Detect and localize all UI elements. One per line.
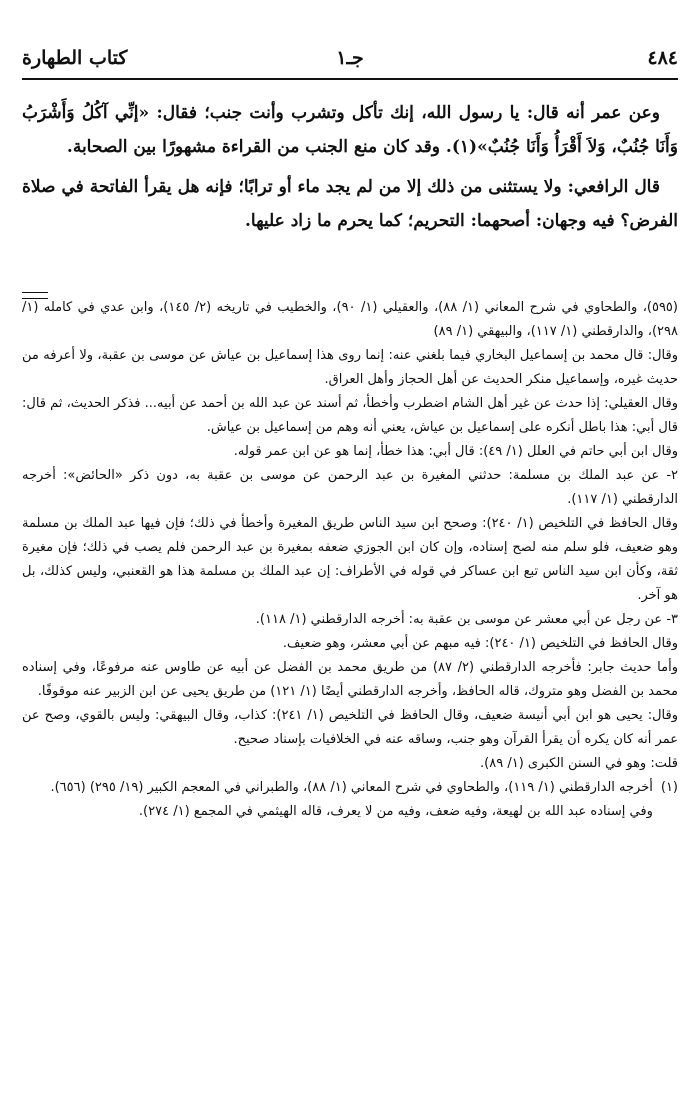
note-paragraph: وقال ابن أبي حاتم في العلل (١/ ٤٩): قال أبي: هذا خطأ، إنما هو عن ابن عمر قوله.	[233, 444, 678, 459]
note-paragraph: وقال: قال محمد بن إسماعيل البخاري فيما بلغني عنه: إنما روى هذا إسماعيل بن عياش عن موسى بن عقبة، ولا أعرفه من حديث غيره، وإسماعيل منكر الحديث عن أهل الحجاز وأهل العراق.	[22, 348, 678, 387]
note-paragraph: وقال الحافظ في التلخيص (١/ ٢٤٠): وصحح ابن سيد الناس طريق المغيرة وأخطأ في ذلك؛ فإن فيها عبد الملك بن مسلمة وهو ضعيف، فلو سلم منه لصح إسناده، وإن كان ابن الجوزي ضعفه بمغيرة بن عبد الرحمن فلم يصب في ذلك؛ فإن مغيرة ثقة، وكأن ابن سيد الناس تبع ابن عساكر في قوله في الأطراف: إن عبد الملك بن مسلمة هذا هو القعنبي، وليس كذلك، بل هو آخر.	[22, 516, 678, 603]
book-page	[22, 0, 678, 1098]
running-header	[22, 42, 678, 74]
book-title: كتاب الطهارة	[22, 47, 128, 69]
volume-label: جـ١	[336, 47, 364, 69]
footnote-1	[22, 776, 678, 824]
note-paragraph: ٣- عن رجل عن أبي معشر عن موسى بن عقبة به: أخرجه الدارقطني (١/ ١١٨).	[255, 612, 678, 627]
main-text	[22, 96, 678, 238]
note-paragraph: (٥٩٥)، والطحاوي في شرح المعاني (١/ ٨٨)، والعقيلي (١/ ٩٠)، والخطيب في تاريخه (٢/ ١٤٥)، وابن عدي في كامله (١/ ٢٩٨)، والدارقطني (١/ ١١٧)، والبيهقي (١/ ٨٩)	[22, 300, 678, 339]
main-paragraph: قال الرافعي: ولا يستثنى من ذلك إلا من لم يجد ماء أو ترابًا؛ فإنه هل يقرأ الفاتحة في صلاة الفرض؟ فيه وجهان: أصحهما: التحريم؛ كما يحرم ما زاد عليها.	[22, 177, 678, 231]
note-paragraph: وأما حديث جابر: فأخرجه الدارقطني (٢/ ٨٧) من طريق محمد بن الفضل عن أبيه عن طاوس عنه مرفوعًا، وفي إسناده محمد بن الفضل وهو متروك، قاله الحافظ، وأخرجه الدارقطني أيضًا (١/ ١٢١) من طريق يحيى عن ابن الزبير عنه موقوفًا.	[22, 660, 679, 699]
note-paragraph: ٢- عن عبد الملك بن مسلمة: حدثني المغيرة بن عبد الرحمن عن موسى بن عقبة به، دون ذكر «الحائض»: أخرجه الدارقطني (١/ ١١٧).	[22, 468, 678, 507]
main-paragraph: وعن عمر أنه قال: يا رسول الله، إنك تأكل وتشرب وأنت جنب؛ فقال: «إنِّي آكُلُ وَأَشْرَبُ وَأَنَا جُنُبٌ، وَلاَ أَقْرَأُ وَأَنَا جُنُبٌ»(١). وقد كان منع الجنب من القراءة مشهورًا بين الصحابة.	[22, 103, 678, 157]
footnote-number: (١)	[660, 780, 678, 795]
footnote-paragraph: وفي إسناده عبد الله بن لهيعة، وفيه ضعف، وفيه من لا يعرف، قاله الهيثمي في المجمع (١/ ٢٧٤).	[138, 804, 653, 819]
footnote-paragraph: أخرجه الدارقطني (١/ ١١٩)، والطحاوي في شرح المعاني (١/ ٨٨)، والطبراني في المعجم الكبير (١٩/ ٢٩٥) (٦٥٦).	[50, 780, 653, 795]
note-paragraph: قلت: وهو في السنن الكبرى (١/ ٨٩).	[480, 756, 678, 771]
note-paragraph: وقال العقيلي: إذا حدث عن غير أهل الشام اضطرب وأخطأ، ثم أسند عن عبد الله بن أحمد عن أبيه... فذكر الحديث، ثم قال: قال أبي: هذا باطل أنكره على إسماعيل بن عياش، يعني أنه وهم من إسماعيل بن عياش.	[22, 396, 678, 435]
note-paragraph: وقال الحافظ في التلخيص (١/ ٢٤٠): فيه مبهم عن أبي معشر، وهو ضعيف.	[282, 636, 678, 651]
footnotes	[22, 296, 678, 824]
page-number: ٤٨٤	[647, 47, 678, 69]
note-paragraph: وقال: يحيى هو ابن أبي أنيسة ضعيف، وقال الحافظ في التلخيص (١/ ٢٤١): كذاب، وقال البيهقي: وليس بالقوي، وصح عن عمر أنه كان يكره أن يقرأ القرآن وهو جنب، وساقه عنه في الخلافيات بإسناد صحيح.	[22, 708, 678, 747]
header-rule	[22, 78, 678, 80]
